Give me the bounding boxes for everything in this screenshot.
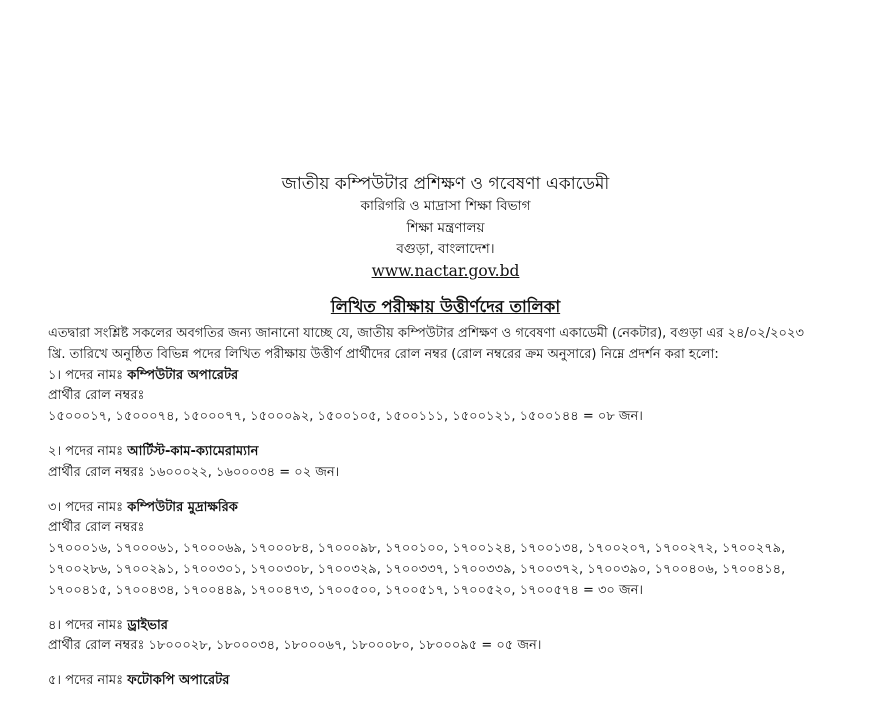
post-prefix: ৩। পদের নামঃ xyxy=(48,499,128,515)
ministry-name: শিক্ষা মন্ত্রণালয় xyxy=(406,219,485,236)
intro-paragraph xyxy=(48,324,848,366)
website-url: www.nactar.gov.bd xyxy=(371,261,520,280)
roll-label: প্রার্থীর রোল নম্বরঃ ১৮০০০২৮, ১৮০০০৩৪, ১৮০০০৬৭, ১৮০০০৮০, ১৮০০০৯৫ = ০৫ জন। xyxy=(48,638,542,654)
roll-numbers-line: ১৫০০০১৭, ১৫০০০৭৪, ১৫০০০৭৭, ১৫০০০৯২, ১৫০০১০৫, ১৫০০১১১, ১৫০০১২১, ১৫০০১৪৪ = ০৮ জন। xyxy=(48,409,643,425)
post-prefix: ৫। পদের নামঃ xyxy=(48,673,128,689)
post-section xyxy=(48,442,848,484)
roll-label: প্রার্থীর রোল নম্বরঃ xyxy=(48,388,145,404)
document-body xyxy=(48,324,848,692)
roll-numbers-line: ১৭০০৪১৫, ১৭০০৪৩৪, ১৭০০৪৪৯, ১৭০০৪৭৩, ১৭০০৫০০, ১৭০০৫১৭, ১৭০০৫২০, ১৭০০৫৭৪ = ৩০ জন। xyxy=(48,582,644,598)
post-prefix: ৪। পদের নামঃ xyxy=(48,617,128,633)
post-name: কম্পিউটার অপারেটর xyxy=(127,367,239,383)
post-prefix: ২। পদের নামঃ xyxy=(48,443,128,459)
roll-label: প্রার্থীর রোল নম্বরঃ xyxy=(48,520,145,536)
intro-line-1: এতদ্বারা সংশ্লিষ্ট সকলের অবগতির জন্য জানানো যাচ্ছে যে, জাতীয় কম্পিউটার প্রশিক্ষণ ও গবেষণা একাডেমী (নেকটার), বগুড়া এর ২৪/০২/২০২৩ xyxy=(48,326,804,341)
post-section xyxy=(48,366,848,428)
post-name: ড্রাইভার xyxy=(127,617,168,633)
post-heading xyxy=(48,498,848,519)
post-section xyxy=(48,498,848,602)
post-heading xyxy=(48,671,848,692)
post-name: আর্টিস্ট-কাম-ক্যামেরাম্যান xyxy=(127,443,259,459)
organization-name: জাতীয় কম্পিউটার প্রশিক্ষণ ও গবেষণা একাডেমী xyxy=(281,174,610,194)
post-heading xyxy=(48,442,848,463)
post-heading xyxy=(48,366,848,387)
document-title: লিখিত পরীক্ষায় উত্তীর্ণদের তালিকা xyxy=(330,297,561,316)
roll-numbers-line: ১৭০০০১৬, ১৭০০০৬১, ১৭০০০৬৯, ১৭০০০৮৪, ১৭০০০৯৮, ১৭০০১০০, ১৭০০১২৪, ১৭০০১৩৪, ১৭০০২০৭, ১৭০০২৭২, ১৭০০২৭৯, xyxy=(48,541,786,557)
post-prefix: ১। পদের নামঃ xyxy=(48,367,128,383)
post-heading xyxy=(48,616,848,637)
location: বগুড়া, বাংলাদেশ। xyxy=(396,240,495,257)
intro-line-2: খ্রি. তারিখে অনুষ্ঠিত বিভিন্ন পদের লিখিত পরীক্ষায় উত্তীর্ণ প্রার্থীদের রোল নম্বর (রোল নম্বরের ক্রম অনুসারে) নিম্নে প্রদর্শন করা হলো: xyxy=(48,346,719,362)
post-name: কম্পিউটার মুদ্রাক্ষরিক xyxy=(127,499,238,515)
post-name: ফটোকপি অপারেটর xyxy=(127,673,230,689)
post-section xyxy=(48,671,848,692)
division-name: কারিগরি ও মাদ্রাসা শিক্ষা বিভাগ xyxy=(360,198,531,215)
roll-numbers-line: ১৭০০২৮৬, ১৭০০২৯১, ১৭০০৩০১, ১৭০০৩০৮, ১৭০০৩২৯, ১৭০০৩৩৭, ১৭০০৩৩৯, ১৭০০৩৭২, ১৭০০৩৯০, ১৭০০৪০৬, ১৭০০৪১৪, xyxy=(48,561,786,577)
post-section xyxy=(48,616,848,658)
letterhead xyxy=(0,174,891,281)
roll-label: প্রার্থীর রোল নম্বরঃ ১৬০০০২২, ১৬০০০৩৪ = ০২ জন। xyxy=(48,464,340,480)
